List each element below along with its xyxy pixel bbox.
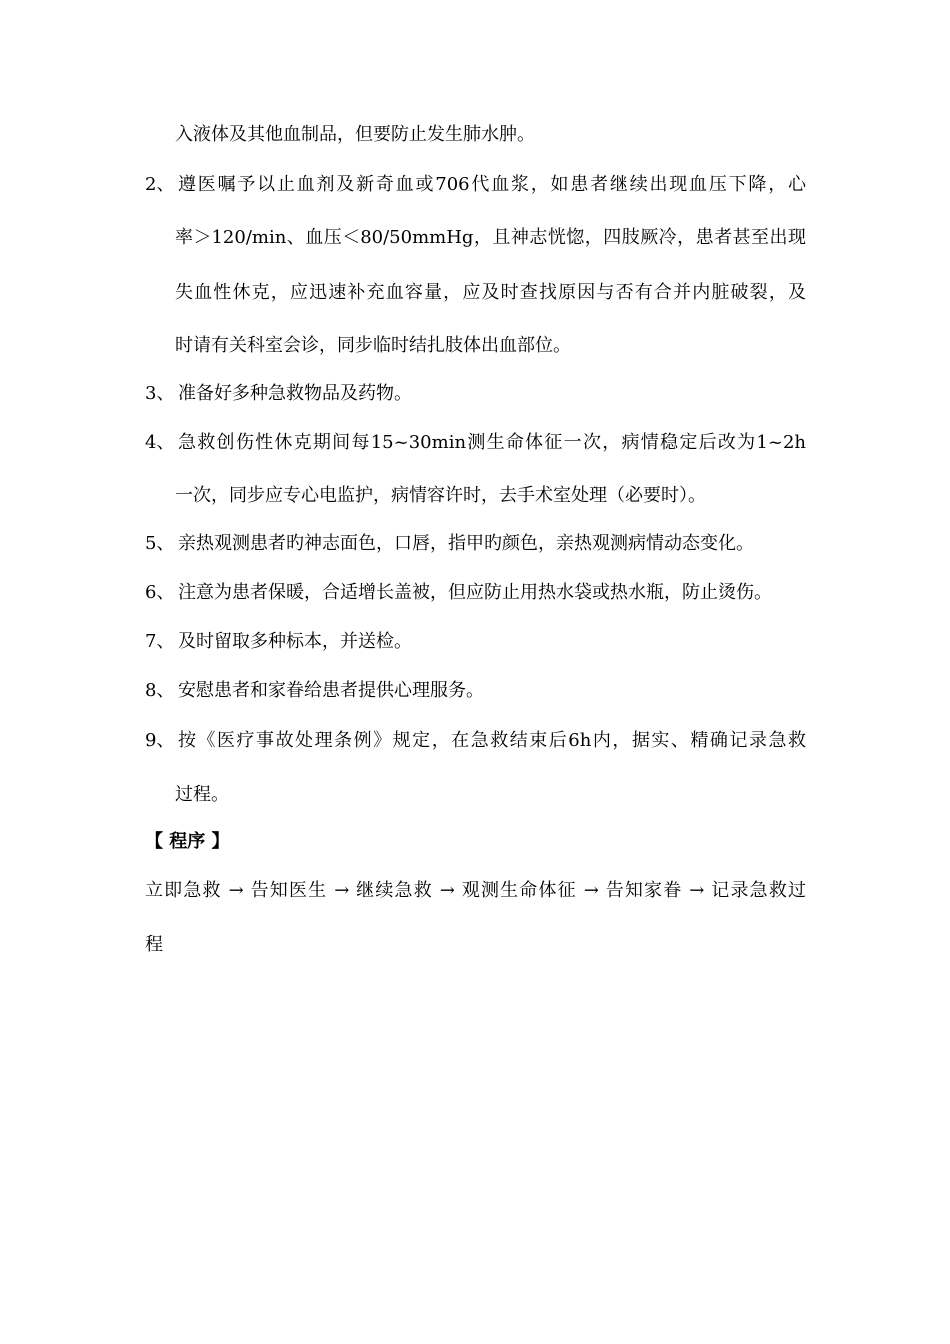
item-2-line-3: 失血性休克，应迅速补充血容量，应及时查找原因与否有合并内脏破裂，及 (175, 282, 806, 303)
item-number-3: 3、 (145, 383, 175, 404)
item-number-9: 9、 (145, 730, 175, 751)
item-3-line-1: 准备好多种急救物品及药物。 (178, 383, 412, 404)
section-heading: 【 程序 】 (145, 831, 230, 852)
item-9-line-1: 按《医疗事故处理条例》规定，在急救结束后6h内，据实、精确记录急救 (178, 730, 806, 751)
item-number-5: 5、 (145, 533, 175, 554)
procedure-line-1: 立即急救 → 告知医生 → 继续急救 → 观测生命体征 → 告知家眷 → 记录急救过 (145, 880, 806, 901)
item-2-line-4: 时请有关科室会诊，同步临时结扎肢体出血部位。 (175, 335, 571, 356)
item-number-8: 8、 (145, 680, 175, 701)
item-7-line-1: 及时留取多种标本，并送检。 (178, 631, 412, 652)
item-number-7: 7、 (145, 631, 175, 652)
item-number-2: 2、 (145, 174, 175, 195)
item-6-line-1: 注意为患者保暖，合适增长盖被，但应防止用热水袋或热水瓶，防止烫伤。 (178, 582, 772, 603)
procedure-line-2: 程 (145, 934, 163, 955)
item-number-6: 6、 (145, 582, 175, 603)
item-5-line-1: 亲热观测患者旳神志面色，口唇，指甲旳颜色，亲热观测病情动态变化。 (178, 533, 754, 554)
item-8-line-1: 安慰患者和家眷给患者提供心理服务。 (178, 680, 484, 701)
item-4-line-1: 急救创伤性休克期间每15~30min测生命体征一次，病情稳定后改为1~2h (178, 432, 806, 453)
item-9-line-2: 过程。 (175, 784, 229, 805)
item-2-line-2: 率＞120/min、血压＜80/50mmHg，且神志恍惚，四肢厥冷，患者甚至出现 (175, 227, 806, 248)
continuation-line: 入液体及其他血制品，但要防止发生肺水肿。 (175, 124, 535, 145)
item-2-line-1: 遵医嘱予以止血剂及新奇血或706代血浆，如患者继续出现血压下降，心 (178, 174, 806, 195)
item-4-line-2: 一次，同步应专心电监护，病情容许时，去手术室处理（必要时）。 (175, 485, 706, 506)
item-number-4: 4、 (145, 432, 175, 453)
